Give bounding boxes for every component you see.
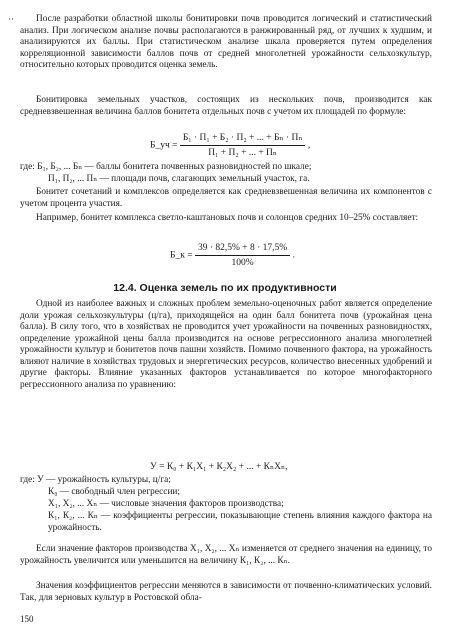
page-number: 150 (20, 614, 34, 624)
formula-legend-line-1: где: Б₁, Б₂, ... Бₙ — баллы бонитета почвенных разновидностей по шкале; (20, 162, 312, 172)
formula-lhs: Б_уч = (150, 140, 178, 151)
regression-legend-line-3: Х₁, Х₂, ... Хₙ — числовые значения факторов производства; (48, 499, 284, 509)
formula-example-denominator: 100% (231, 258, 254, 268)
section-heading: 12.4. Оценка земель по их продуктивности (113, 282, 337, 294)
paragraph-coefficients: Значения коэффициентов регрессии меняются в зависимости от почвенно-климатических условий. Так, для зерновых культур в Ростовской обла- (20, 581, 432, 603)
formula-example-tail: . (292, 250, 295, 261)
regression-legend-line-4: К₁, К₂, ... Кₙ — коэффициенты регрессии, показывающие степень влияния каждого фактора на урожайность. (48, 511, 432, 533)
paragraph-bonitet-plots: Бонитировка земельных участков, состоящих из нескольких почв, производится как средневзвешенная величина баллов бонитета отдельных почв с учетом их площадей по формуле: (20, 95, 432, 117)
paragraph-analysis: После разработки областной школы бонитировки почв проводится логический и статистический анализ. При логическом анализе почвы располагаются в ранжированный ряд, от лучших к худшим, и анализируются их баллы. При статистическом анализе шкала проверяется путем определения корреляционной зависимости баллов почв от средней многолетней урожайности сельхозкультур, относительно которых проводится оценка земель. (20, 14, 432, 70)
paragraph-factor-change: Если значение факторов производства Х₁, Х₂, ... Хₙ изменяется от среднего значения на единицу, то урожайность увеличится или уменьшится на величину К₁, К₂, ... Кₙ. (20, 544, 432, 566)
formula-legend-line-2: П₁, П₂, ... Пₙ — площади почв, слагающих земельный участок, га. (48, 174, 310, 184)
margin-marker: ·· (8, 14, 14, 24)
formula-example-fraction (195, 242, 290, 269)
formula-regression: У = К₀ + К₁Х₁ + К₂Х₂ + ... + КₙХₙ, (150, 462, 288, 472)
paragraph-complex-bonitet: Бонитет сочетаний и комплексов определяется как средневзвешенная величина их компонентов с учетом процента участия. (20, 187, 432, 209)
paragraph-example: Например, бонитет комплекса светло-каштановых почв и солонцов средних 10–25% составляет: (36, 213, 419, 223)
formula-numerator: Б₁ · П₁ + Б₂ · П₂ + ... + Бₙ · Пₙ (180, 132, 306, 146)
regression-legend-line-2: К₀ — свободный член регрессии; (48, 487, 180, 497)
regression-legend-line-1: где: У — урожайность культуры, ц/га; (20, 475, 171, 485)
formula-fraction (180, 132, 306, 159)
paragraph-yield-price: Одной из наиболее важных и сложных проблем земельно-оценочных работ является определение доли урожая сельхозкультуры (ц/га), приходящейся на один балл бонитета почв (урожайная цена балла). В силу того, что в хозяйствах не проводится учет урожайности на почвенных разновидностях, определение урожайной цены балла производится на основе регрессионного анализа многолетней урожайности культур и бонитетов почв пашни хозяйств. Помимо почвенного фактора, на урожайность влияют наличие в хозяйствах трудовых и энергетических ресурсов, количество внесенных удобрений и другие факторы. Влияние указанных факторов устанавливается по которое многофакторного регрессионного анализа по уравнению: (20, 299, 432, 390)
formula-example-lhs: Б_к = (170, 250, 193, 261)
formula-denominator: П₁ + П₂ + ... + Пₙ (208, 148, 278, 158)
formula-tail: , (307, 140, 311, 151)
formula-example (170, 242, 295, 269)
formula-weighted-bonitet (150, 132, 310, 159)
formula-example-numerator: 39 · 82,5% + 8 · 17,5% (195, 242, 290, 256)
